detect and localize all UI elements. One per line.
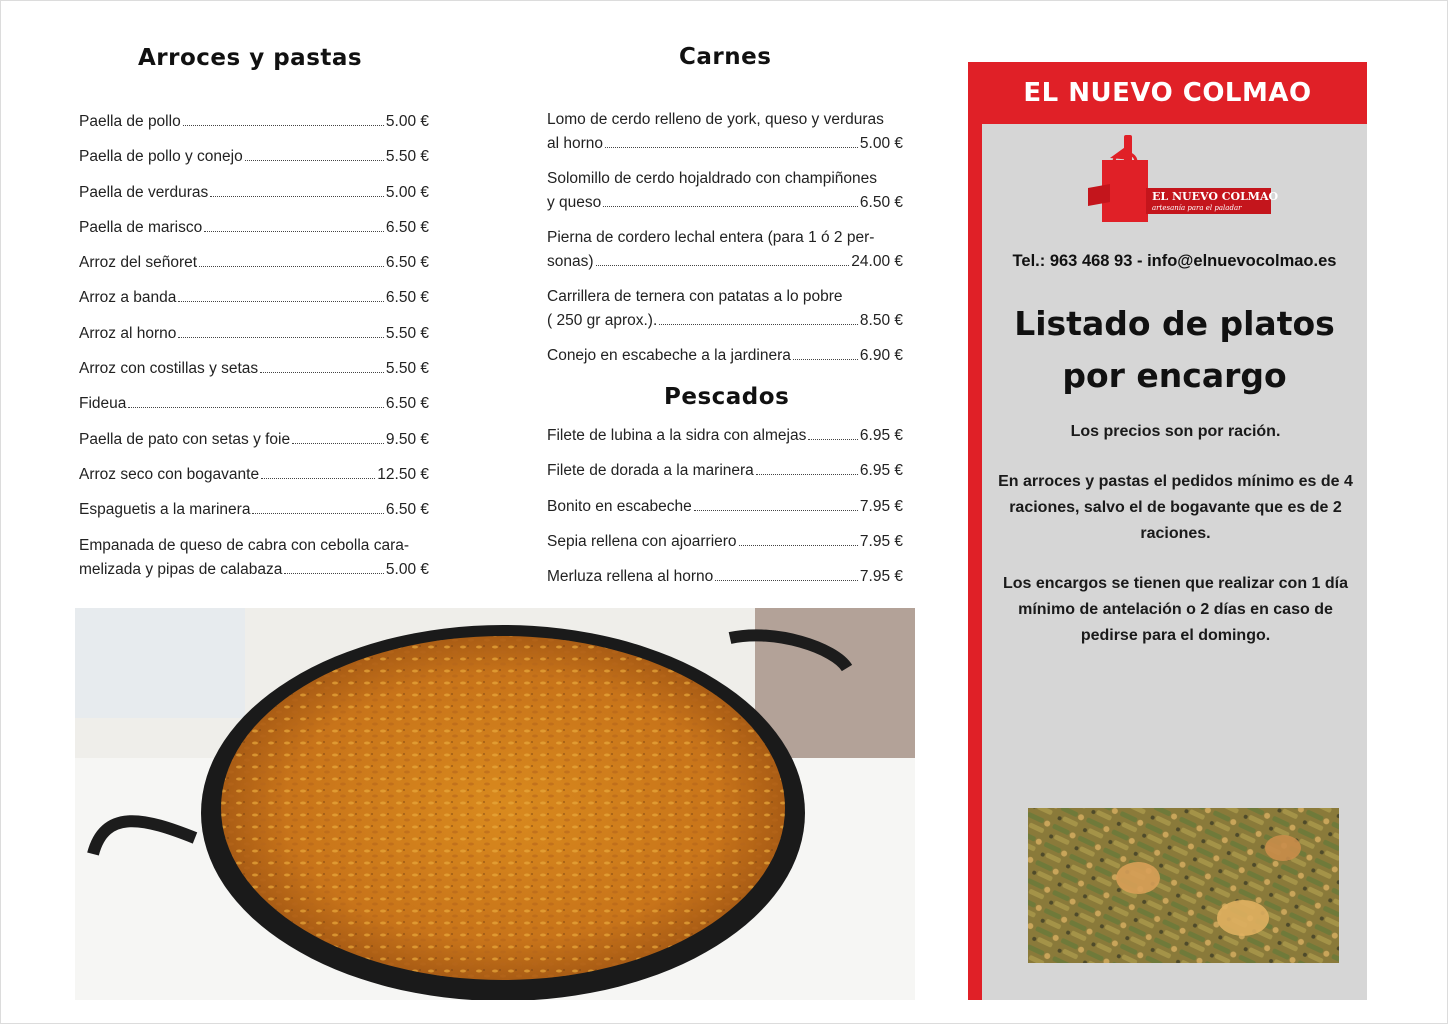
arroces-list [79,110,429,593]
dish-name-line2: sonas) [547,253,594,270]
dish-name: Paella de verduras [79,183,209,201]
dish-name: Arroz a banda [79,289,177,307]
panel-title [982,298,1367,402]
arroces-title: Arroces y pastas [138,45,363,71]
shopping-bag-with-bottles-logo-icon [1080,130,1280,230]
dish-price: 24.00 € [851,253,903,270]
dot-leader [178,301,384,302]
menu-item [79,322,429,346]
menu-item [79,286,429,310]
menu-item [547,285,903,333]
note-advance: Los encargos se tienen que realizar con 1 día mínimo de antelación o 2 días en caso de pedirse para el domingo. [1002,575,1348,644]
dot-leader [261,478,375,479]
dish-name: Arroz seco con bogavante [79,465,260,483]
dot-leader [659,324,858,325]
menu-item [79,392,429,416]
dish-name: Arroz del señoret [79,254,198,272]
logo-tagline: artesanía para el paladar [1152,204,1242,212]
note-minimum: En arroces y pastas el pedidos mínimo es de 4 raciones, salvo el de bogavante que es de 2 raciones. [998,473,1353,542]
dish-name: Paella de marisco [79,218,203,236]
dot-leader [204,231,384,232]
dot-leader [715,580,858,581]
dish-name: Sepia rellena con ajoarriero [547,532,737,550]
menu-item [79,216,429,240]
dot-leader [292,443,384,444]
dot-leader [178,337,384,338]
order-notes [998,419,1353,673]
panel-header: EL NUEVO COLMAO [968,62,1367,124]
dish-name-line2: ( 250 gr aprox.). [547,312,658,329]
dot-leader [793,359,858,360]
dish-price: 8.50 € [859,312,903,329]
menu-item [79,534,429,582]
dish-name: Espaguetis a la marinera [79,501,251,519]
dish-name: Conejo en escabeche a la jardinera [547,347,791,364]
dish-name: Filete de lubina a la sidra con almejas [547,427,807,444]
pescados-list [547,424,903,600]
dish-price: 6.50 € [385,218,429,236]
dot-leader [756,474,858,475]
dish-price: 9.50 € [385,430,429,448]
dish-price: 7.95 € [859,532,903,550]
dish-price: 12.50 € [377,465,429,483]
dot-leader [183,125,384,126]
carnes-list [547,108,903,379]
dish-price: 6.50 € [385,395,429,413]
menu-item [79,463,429,487]
contact-info: Tel.: 963 468 93 - info@elnuevocolmao.es [1012,252,1337,270]
dish-price: 6.50 € [385,501,429,519]
dish-name-line1: Solomillo de cerdo hojaldrado con champiñones [547,170,878,187]
dish-name: Filete de dorada a la marinera [547,462,754,480]
dish-name: Bonito en escabeche [547,497,692,515]
dish-price: 6.95 € [859,427,903,444]
dish-name: Arroz al horno [79,324,177,342]
dish-price: 6.90 € [859,347,903,364]
menu-item [79,181,429,205]
dish-price: 5.50 € [385,148,429,166]
menu-item [547,344,903,368]
dot-leader [694,510,858,511]
dish-name: Paella de pato con setas y foie [79,430,291,448]
dish-name: Paella de pollo [79,113,181,130]
menu-item [547,530,903,554]
menu-item [79,251,429,275]
dish-price: 5.00 € [385,560,429,578]
dish-name-line2: melizada y pipas de calabaza [79,560,283,578]
menu-item [547,459,903,483]
panel-title-line1: Listado de platos [1014,304,1335,343]
menu-item [547,424,903,448]
dot-leader [808,439,858,440]
dot-leader [284,573,384,574]
logo-name: EL NUEVO COLMAO [1152,190,1279,203]
dish-price: 7.95 € [859,568,903,586]
dot-leader [739,545,858,546]
dish-name-line2: y queso [547,194,602,211]
dish-price: 6.50 € [859,194,903,211]
dot-leader [245,160,384,161]
dot-leader [199,266,384,267]
dish-name-line1: Empanada de queso de cabra con cebolla cara- [79,536,410,554]
pescados-title: Pescados [664,384,790,410]
dot-leader [596,265,850,266]
paella-photo [75,608,915,1000]
dish-price: 7.95 € [859,497,903,515]
dish-name: Fideua [79,395,127,413]
menu-item [79,428,429,452]
dish-price: 6.50 € [385,254,429,272]
dot-leader [128,407,383,408]
menu-item [79,498,429,522]
dish-price: 5.50 € [385,360,429,378]
dish-name-line1: Carrillera de ternera con patatas a lo pobre [547,288,843,305]
info-panel [968,62,1367,1000]
menu-item [79,145,429,169]
dish-name-line1: Pierna de cordero lechal entera (para 1 ó 2 per- [547,229,875,246]
dot-leader [252,513,383,514]
dish-price: 5.00 € [385,183,429,201]
dot-leader [605,147,858,148]
dish-price: 5.50 € [385,324,429,342]
dish-price: 5.00 € [385,113,429,130]
carnes-title: Carnes [679,44,772,70]
dot-leader [603,206,858,207]
dish-price: 6.50 € [385,289,429,307]
dish-price: 5.00 € [859,135,903,152]
vegetable-paella-photo [1028,808,1339,963]
menu-item [79,110,429,134]
panel-title-line2: por encargo [1062,356,1287,395]
menu-item [547,565,903,589]
menu-item [547,167,903,215]
menu-item [547,108,903,156]
dish-name: Paella de pollo y conejo [79,148,243,166]
dish-price: 6.95 € [859,462,903,480]
note-prices: Los precios son por ración. [1070,423,1281,440]
dish-name-line2: al horno [547,135,604,152]
dish-name-line1: Lomo de cerdo relleno de york, queso y verduras [547,111,884,128]
menu-item [79,357,429,381]
dish-name: Merluza rellena al horno [547,568,714,586]
menu-item [547,495,903,519]
menu-item [547,226,903,274]
dish-name: Arroz con costillas y setas [79,360,259,378]
dot-leader [260,372,384,373]
dot-leader [210,196,384,197]
